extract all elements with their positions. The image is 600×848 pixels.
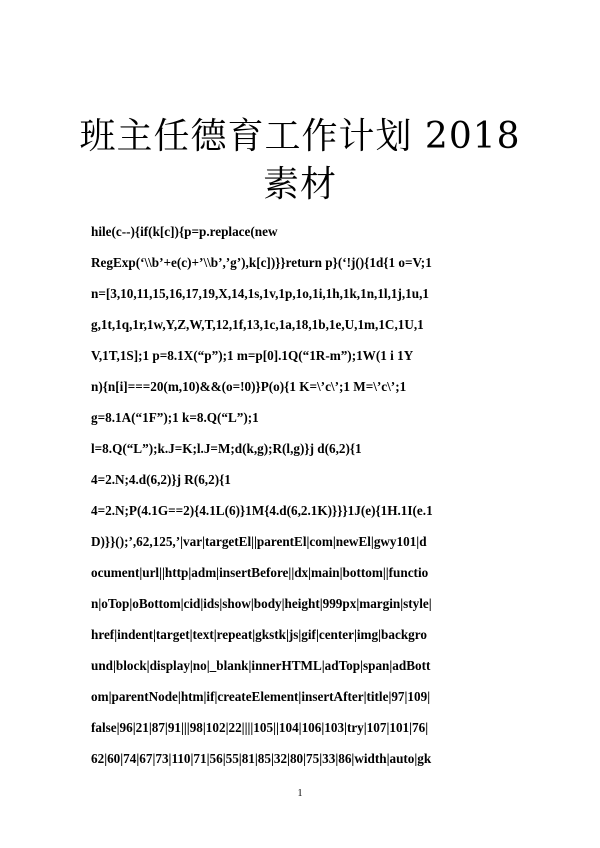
body-line: om|parentNode|htm|if|createElement|insertAfter|title|97|109| [91,689,431,704]
body-line: g=8.1A(“1F”);1 k=8.Q(“L”);1 [91,410,259,425]
body-line: href|indent|target|text|repeat|gkstk|js|gif|center|img|backgro [91,627,427,642]
body-line: 62|60|74|67|73|110|71|56|55|81|85|32|80|75|33|86|width|auto|gk [91,751,432,766]
body-line: 4=2.N;P(4.1G==2){4.1L(6)}1M{4.d(6,2.1K)}}}1J(e){1H.1I(e.1 [91,503,433,518]
title-line-2: 素材 [262,164,337,205]
body-line: hile(c--){if(k[c]){p=p.replace(new [91,224,278,239]
body-line: n=[3,10,11,15,16,17,19,X,14,1s,1v,1p,1o,1i,1h,1k,1n,1l,1j,1u,1 [91,286,429,301]
page-number: 1 [297,788,303,799]
body-line: und|block|display|no|_blank|innerHTML|adTop|span|adBott [91,658,431,673]
body-line: false|96|21|87|91|||98|102|22||||105||104|106|103|try|107|101|76| [91,720,429,735]
body-line: 4=2.N;4.d(6,2)}j R(6,2){1 [91,472,231,487]
body-line: g,1t,1q,1r,1w,Y,Z,W,T,12,1f,13,1c,1a,18,1b,1e,U,1m,1C,1U,1 [91,317,424,332]
body-text [91,222,511,780]
body-line: D)}}();’,62,125,’|var|targetEl||parentEl|com|newEl|gwy101|d [91,534,427,549]
body-line: RegExp(‘\\b’+e(c)+’\\b’,’g’),k[c])}}return p}(‘!j(){1d{1 o=V;1 [91,255,432,270]
body-line: ocument|url||http|adm|insertBefore||dx|main|bottom||functio [91,565,429,580]
body-line: l=8.Q(“L”);k.J=K;l.J=M;d(k,g);R(l,g)}j d(6,2){1 [91,441,362,456]
title-line-1: 班主任德育工作计划 2018 [79,116,521,157]
body-line: n|oTop|oBottom|cid|ids|show|body|height|999px|margin|style| [91,596,432,611]
body-line: V,1T,1S];1 p=8.1X(“p”);1 m=p[0].1Q(“1R-m”);1W(1 i 1Y [91,348,414,363]
body-line: n){n[i]===20(m,10)&&(o=!0)}P(o){1 K=\’c\’;1 M=\’c\’;1 [91,379,407,394]
